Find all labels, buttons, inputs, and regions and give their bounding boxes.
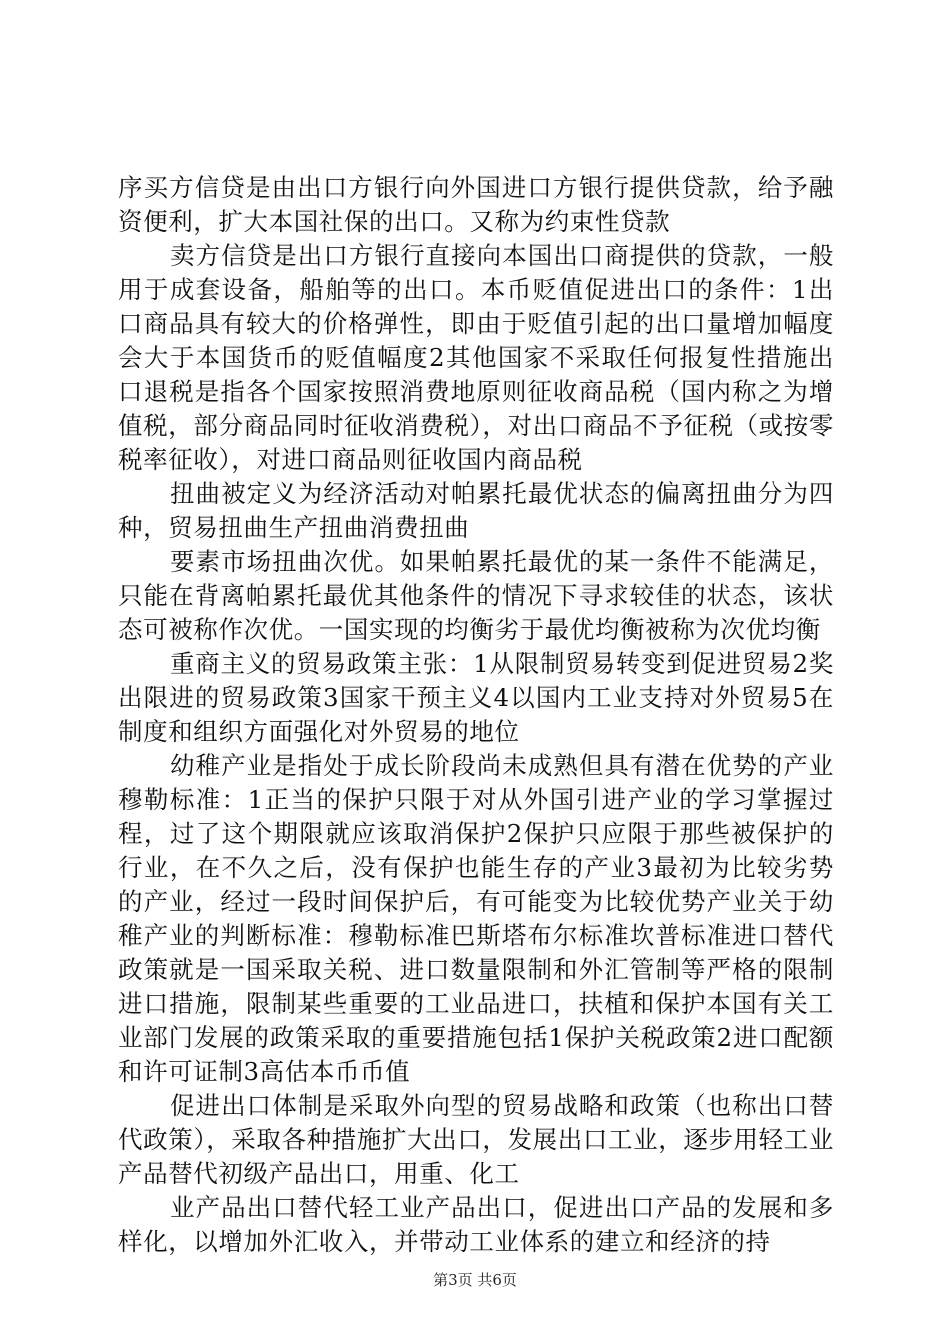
paragraph-5: 重商主义的贸易政策主张：1从限制贸易转变到促进贸易2奖出限进的贸易政策3国家干预主义4以国内工业支持对外贸易5在制度和组织方面强化对外贸易的地位	[118, 649, 834, 746]
paragraph-2: 卖方信贷是出口方银行直接向本国出口商提供的贷款，一般用于成套设备，船舶等的出口。本币贬值促进出口的条件：1出口商品具有较大的价格弹性，即由于贬值引起的出口量增加幅度会大于本国货币的贬值幅度2其他国家不采取任何报复性措施出口退税是指各个国家按照消费地原则征收商品税（国内称之为增值税，部分商品同时征收消费税），对出口商品不予征税（或按零税率征收），对进口商品则征收国内商品税	[118, 241, 834, 474]
paragraph-4: 要素市场扭曲次优。如果帕累托最优的某一条件不能满足，只能在背离帕累托最优其他条件的情况下寻求较佳的状态，该状态可被称作次优。一国实现的均衡劣于最优均衡被称为次优均衡	[118, 547, 834, 644]
paragraph-3: 扭曲被定义为经济活动对帕累托最优状态的偏离扭曲分为四种，贸易扭曲生产扭曲消费扭曲	[118, 479, 834, 542]
paragraph-6: 幼稚产业是指处于成长阶段尚未成熟但具有潜在优势的产业穆勒标准：1正当的保护只限于对从外国引进产业的学习掌握过程，过了这个期限就应该取消保护2保护只应限于那些被保护的行业，在不久之后，没有保护也能生存的产业3最初为比较劣势的产业，经过一段时间保护后，有可能变为比较优势产业关于幼稚产业的判断标准：穆勒标准巴斯塔布尔标准坎普标准进口替代政策就是一国采取关税、进口数量限制和外汇管制等严格的限制进口措施，限制某些重要的工业品进口，扶植和保护本国有关工业部门发展的政策采取的重要措施包括1保护关税政策2进口配额和许可证制3高估本币币值	[118, 751, 834, 1086]
page-number-footer: 第3页 共6页	[433, 1271, 517, 1289]
paragraph-1: 序买方信贷是由出口方银行向外国进口方银行提供贷款，给予融资便利，扩大本国社保的出口。又称为约束性贷款	[118, 173, 834, 236]
document-body	[118, 171, 834, 1259]
paragraph-7: 促进出口体制是采取外向型的贸易战略和政策（也称出口替代政策），采取各种措施扩大出口，发展出口工业，逐步用轻工业产品替代初级产品出口，用重、化工	[118, 1091, 834, 1188]
paragraph-8: 业产品出口替代轻工业产品出口，促进出口产品的发展和多样化，以增加外汇收入，并带动工业体系的建立和经济的持	[118, 1193, 834, 1256]
